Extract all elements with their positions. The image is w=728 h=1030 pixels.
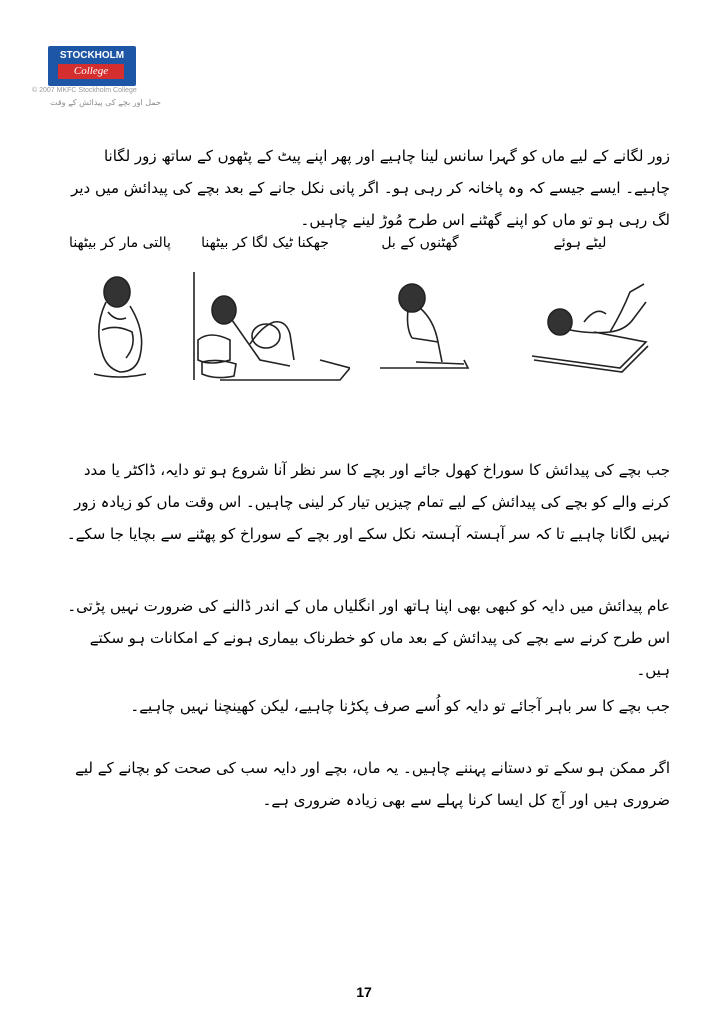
caption-lying: لیٹے ہوئے [553, 235, 607, 251]
lying-down-illustration [530, 272, 660, 382]
logo-sub: College [58, 64, 124, 79]
page-number: 17 [356, 984, 372, 1000]
kneeling-illustration [372, 280, 472, 380]
college-logo [32, 46, 161, 116]
paragraph-push-instructions: زور لگانے کے لیے ماں کو گہرا سانس لینا چاہیے اور پھر اپنے پیٹ کے پٹھوں کے ساتھ زور لگانا چاہیے۔ ایسے جیسے کہ وہ پاخانہ کر رہی ہو۔ اگر پانی نکل جانے کے بعد بچے کی پیدائش میں دیر لگ رہی ہو تو ماں کو اپنے گھٹنے اس طرح مُوڑ لینے چاہیں۔ [71, 147, 670, 229]
caption-leaning-sitting: جھکنا ٹیک لگا کر بیٹھنا [201, 235, 329, 251]
caption-cross-legged: پالتی مار کر بیٹھنا [69, 235, 171, 251]
leaning-sitting-illustration [190, 270, 350, 390]
paragraph-normal-birth: عام پیدائش میں دایہ کو کبھی بھی اپنا ہاتھ اور انگلیاں ماں کے اندر ڈالنے کی ضرورت نہیں پڑتی۔ اس طرح کرنے سے بچے کی پیدائش کے بعد ماں کو خطرناک بیماری ہونے کے امکانات ہو سکتے ہیں۔ [67, 597, 670, 679]
paragraph-head-out: جب بچے کا سر باہر آجائے تو دایہ کو اُسے صرف پکڑنا چاہیے، لیکن کھینچنا نہیں چاہیے۔ [130, 697, 670, 715]
logo-tagline: حمل اور بچے کی پیدائش کے وقت [50, 98, 161, 107]
caption-kneeling: گھٹنوں کے بل [381, 235, 459, 251]
logo-copyright: © 2007 MKFC Stockholm College [32, 87, 137, 94]
squatting-illustration [72, 272, 162, 384]
paragraph-gloves: اگر ممکن ہو سکے تو دستانے پہننے چاہیں۔ یہ ماں، بچے اور دایہ سب کی صحت کو بچانے کے لیے ضروری ہیں اور آج کل ایسا کرنا پہلے سے بھی زیادہ ضروری ہے۔ [75, 759, 670, 809]
logo-name: STOCKHOLM [59, 50, 125, 61]
paragraph-birth-preparation: جب بچے کی پیدائش کا سوراخ کھول جائے اور بچے کا سر نظر آنا شروع ہو تو دایہ، ڈاکٹر یا مدد کرنے والے کو بچے کی پیدائش کے لیے تمام چیزیں تیار کر لینی چاہیں۔ اس وقت ماں کو زیادہ زور نہیں لگانا چاہیے تا کہ سر آہستہ آہستہ نکل سکے اور بچے کے سوراخ کو پھٹنے سے بچایا جا سکے۔ [66, 461, 670, 543]
